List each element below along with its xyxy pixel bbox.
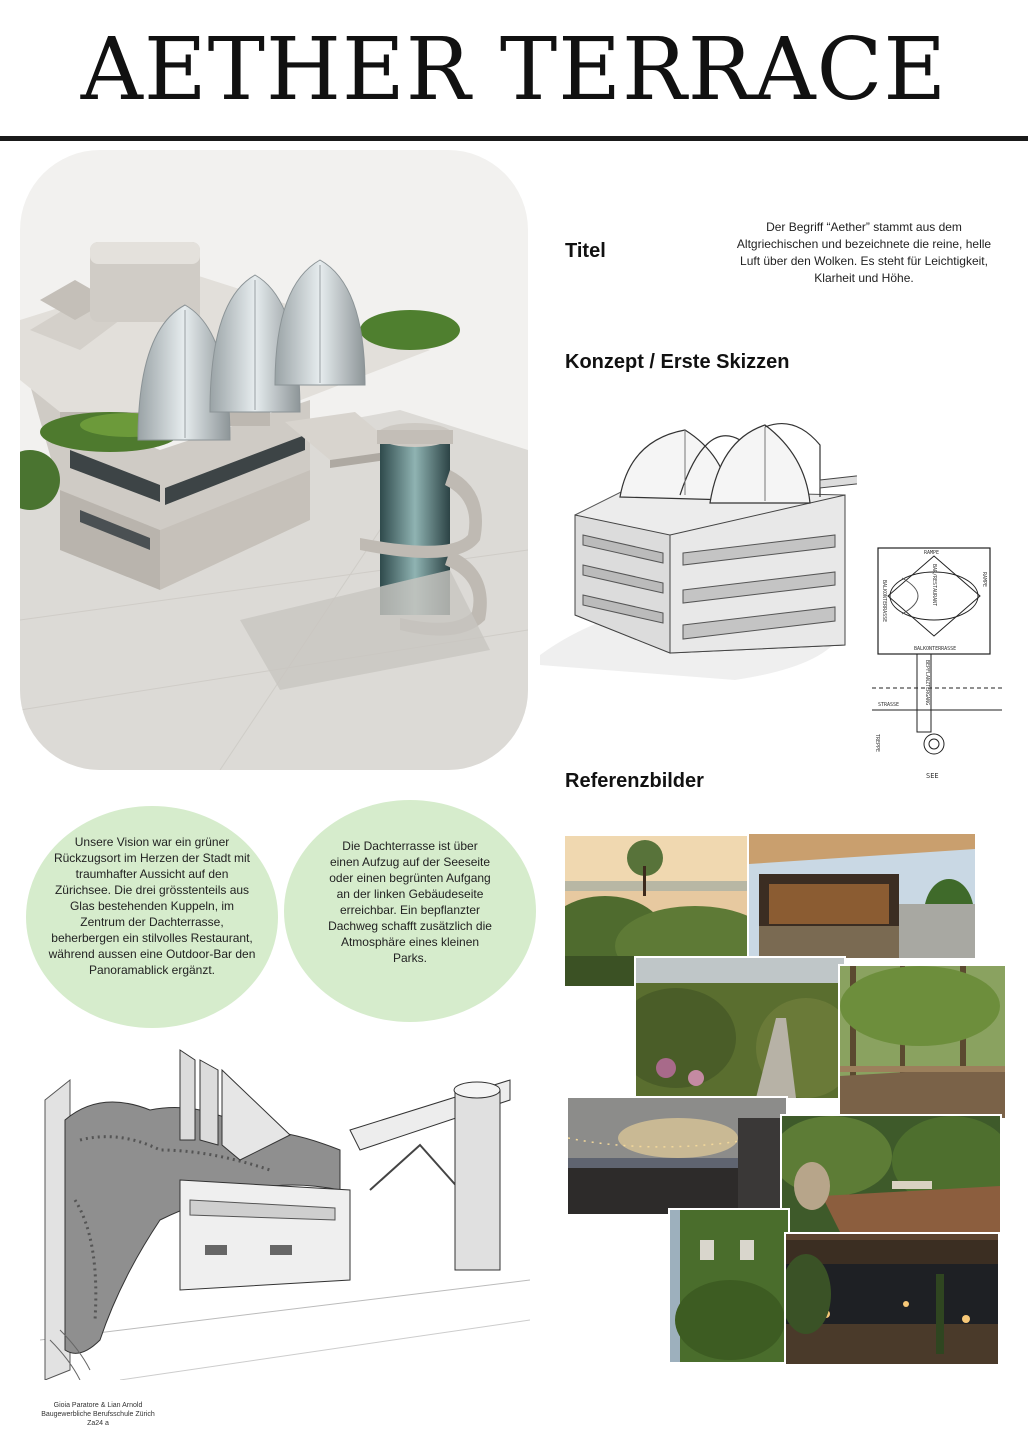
credits-school: Baugewerbliche Berufsschule Zürich [41,1411,155,1418]
titel-heading: Titel [565,240,606,262]
referenz-heading: Referenzbilder [565,770,704,792]
concept-sketch-image [535,385,857,687]
reference-photo-rooftop-evening [568,1098,786,1214]
plan-label-rampe-side: RAMPE [981,572,987,588]
reference-photo-night-terrace [786,1234,998,1364]
page-title: AETHER TERRACE [80,20,948,120]
plan-label-bar-restaurant: BAR/RESTAURANT [931,564,937,607]
plan-label-balkonterrasse-left: BALKONTERRASSE [881,580,887,623]
credits-class: Za24 a [87,1420,109,1427]
plan-label-rampe-top: RAMPE [924,550,940,556]
access-text: Die Dachterrasse ist über einen Aufzug auf der Seeseite oder einen begrünten Aufgang an der linken Gebäudeseite erreichbar. Ein bepflanzter Dachweg schafft zusätzlich die Atmosphäre eines kleinen Parks. [328,839,492,965]
reference-photo-ivy-facade [670,1210,788,1362]
site-plan-sketch [872,538,1002,794]
plan-label-balkonterrasse-bottom: BALKONTERRASSE [914,646,957,652]
plan-label-treppe: TREPPE [874,734,880,753]
hero-render-image [20,150,528,770]
credits-authors: Gioia Paratore & Lian Arnold [53,1402,143,1409]
reference-photo-planted-path [636,958,844,1098]
plan-label-see: SEE [926,772,939,780]
plan-label-strasse: STRASSE [878,702,900,708]
konzept-heading: Konzept / Erste Skizzen [565,351,790,373]
reference-photo-lounge-deck [782,1116,1000,1236]
reference-photo-forest-deck [840,966,1005,1118]
plan-label-bepflanzter-gang: BEPFLANZTERGANG [924,660,930,706]
titel-description: Der Begriff “Aether” stammt aus dem Altgriechischen und bezeichnete die reine, helle Luft über den Wolken. Es steht für Leichtigkeit, Klarheit und Höhe. [736,220,992,285]
access-bubble [284,800,536,1022]
title-divider [0,136,1028,141]
reference-photo-outdoor-bar [749,834,975,958]
credits [10,1401,186,1428]
vision-bubble [26,806,278,1028]
rooftop-pencil-sketch [40,1040,530,1380]
vision-text: Unsere Vision war ein grüner Rückzugsort im Herzen der Stadt mit traumhafter Aussicht auf den Zürichsee. Die drei grösstenteils aus Glas bestehenden Kuppeln, im Zentrum der Dachterrasse, beherbergen ein stilvolles Restaurant, während aussen eine Outdoor-Bar den Panoramablick ergänzt. [48,835,256,977]
